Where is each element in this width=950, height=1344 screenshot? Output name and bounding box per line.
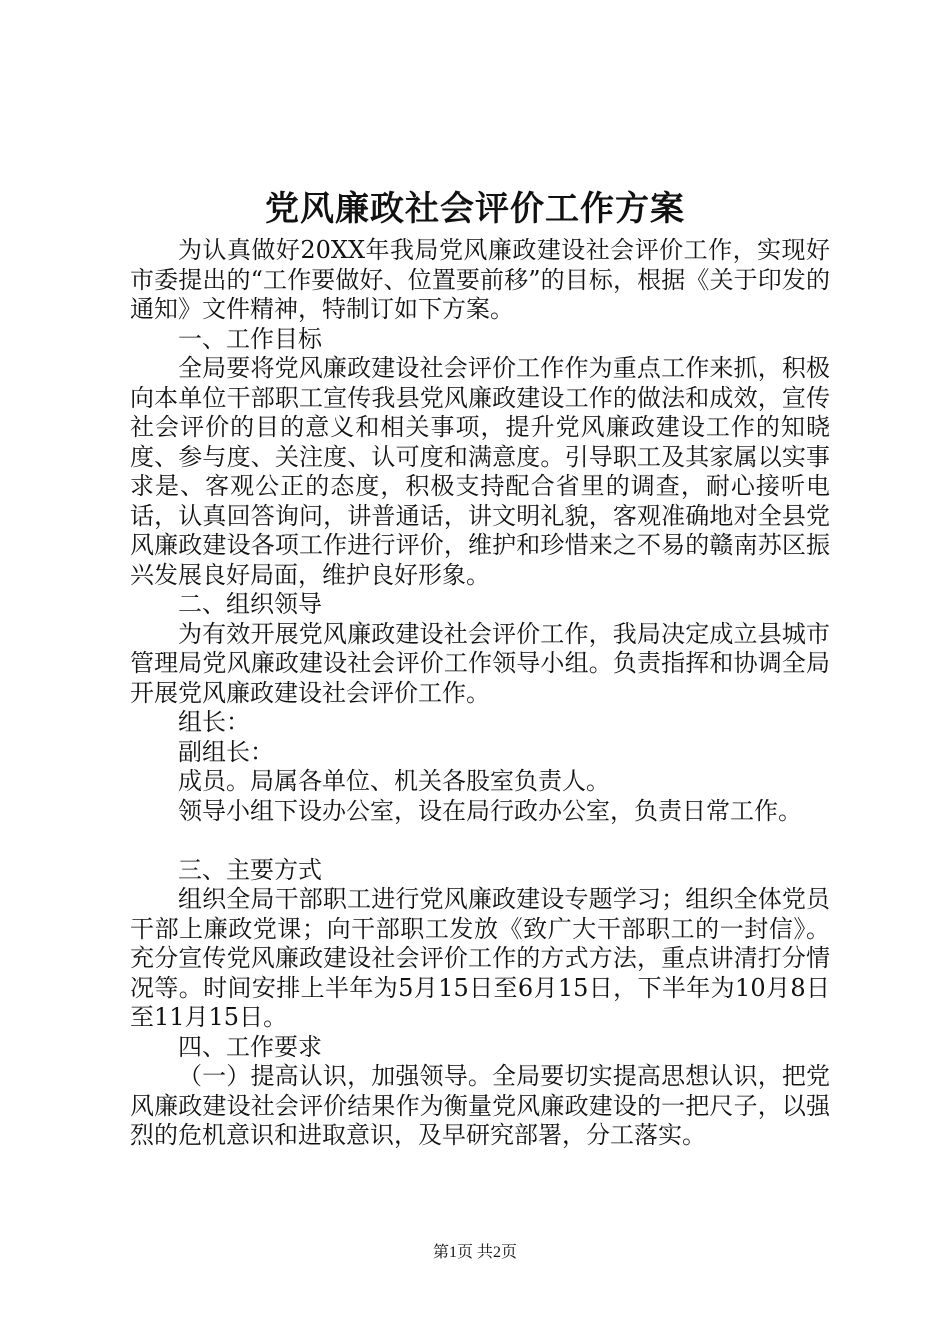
members-line: 成员。局属各单位、机关各股室负责人。 — [178, 767, 610, 795]
methods-paragraph: 组织全局干部职工进行党风廉政建设专题学习；组织全体党员干部上廉政党课；向干部职工发放《致广大干部职工的一封信》。充分宣传党风廉政建设社会评价工作的方式方法，重点讲清打分情况等。时间安排上半年为5月15日至6月15日，下半年为10月8日至11月15日。 — [130, 885, 830, 1031]
document-title: 党风廉政社会评价工作方案 — [265, 189, 685, 229]
leader-line: 组长： — [178, 708, 250, 736]
document-body — [130, 236, 830, 1151]
section-heading-organization: 二、组织领导 — [178, 590, 322, 618]
section-heading-methods: 三、主要方式 — [178, 855, 322, 884]
goals-paragraph: 全局要将党风廉政建设社会评价工作作为重点工作来抓，积极向本单位干部职工宣传我县党风廉政建设工作的做法和成效，宣传社会评价的目的意义和相关事项，提升党风廉政建设工作的知晓度、参与度、关注度、认可度和满意度。引导职工及其家属以实事求是、客观公正的态度，积极支持配合省里的调查，耐心接听电话，认真回答询问，讲普通话，讲文明礼貌，客观准确地对全县党风廉政建设各项工作进行评价，维护和珍惜来之不易的赣南苏区振兴发展良好局面，维护良好形象。 — [130, 354, 830, 589]
section-heading-goals: 一、工作目标 — [178, 324, 322, 353]
intro-paragraph: 为认真做好20XX年我局党风廉政建设社会评价工作，实现好市委提出的“工作要做好、位置要前移”的目标，根据《关于印发的通知》文件精神，特制订如下方案。 — [130, 236, 830, 323]
requirements-paragraph: （一）提高认识，加强领导。全局要切实提高思想认识，把党风廉政建设社会评价结果作为衡量党风廉政建设的一把尺子，以强烈的危机意识和进取意识，及早研究部署，分工落实。 — [130, 1062, 830, 1149]
office-line: 领导小组下设办公室，设在局行政办公室，负责日常工作。 — [178, 796, 802, 825]
deputy-leader-line: 副组长： — [178, 737, 274, 766]
blank-line — [130, 826, 830, 856]
section-heading-requirements: 四、工作要求 — [178, 1032, 322, 1061]
organization-paragraph: 为有效开展党风廉政建设社会评价工作，我局决定成立县城市管理局党风廉政建设社会评价工作领导小组。负责指挥和协调全局开展党风廉政建设社会评价工作。 — [130, 619, 830, 707]
page-footer: 第1页 共2页 — [432, 1244, 517, 1261]
